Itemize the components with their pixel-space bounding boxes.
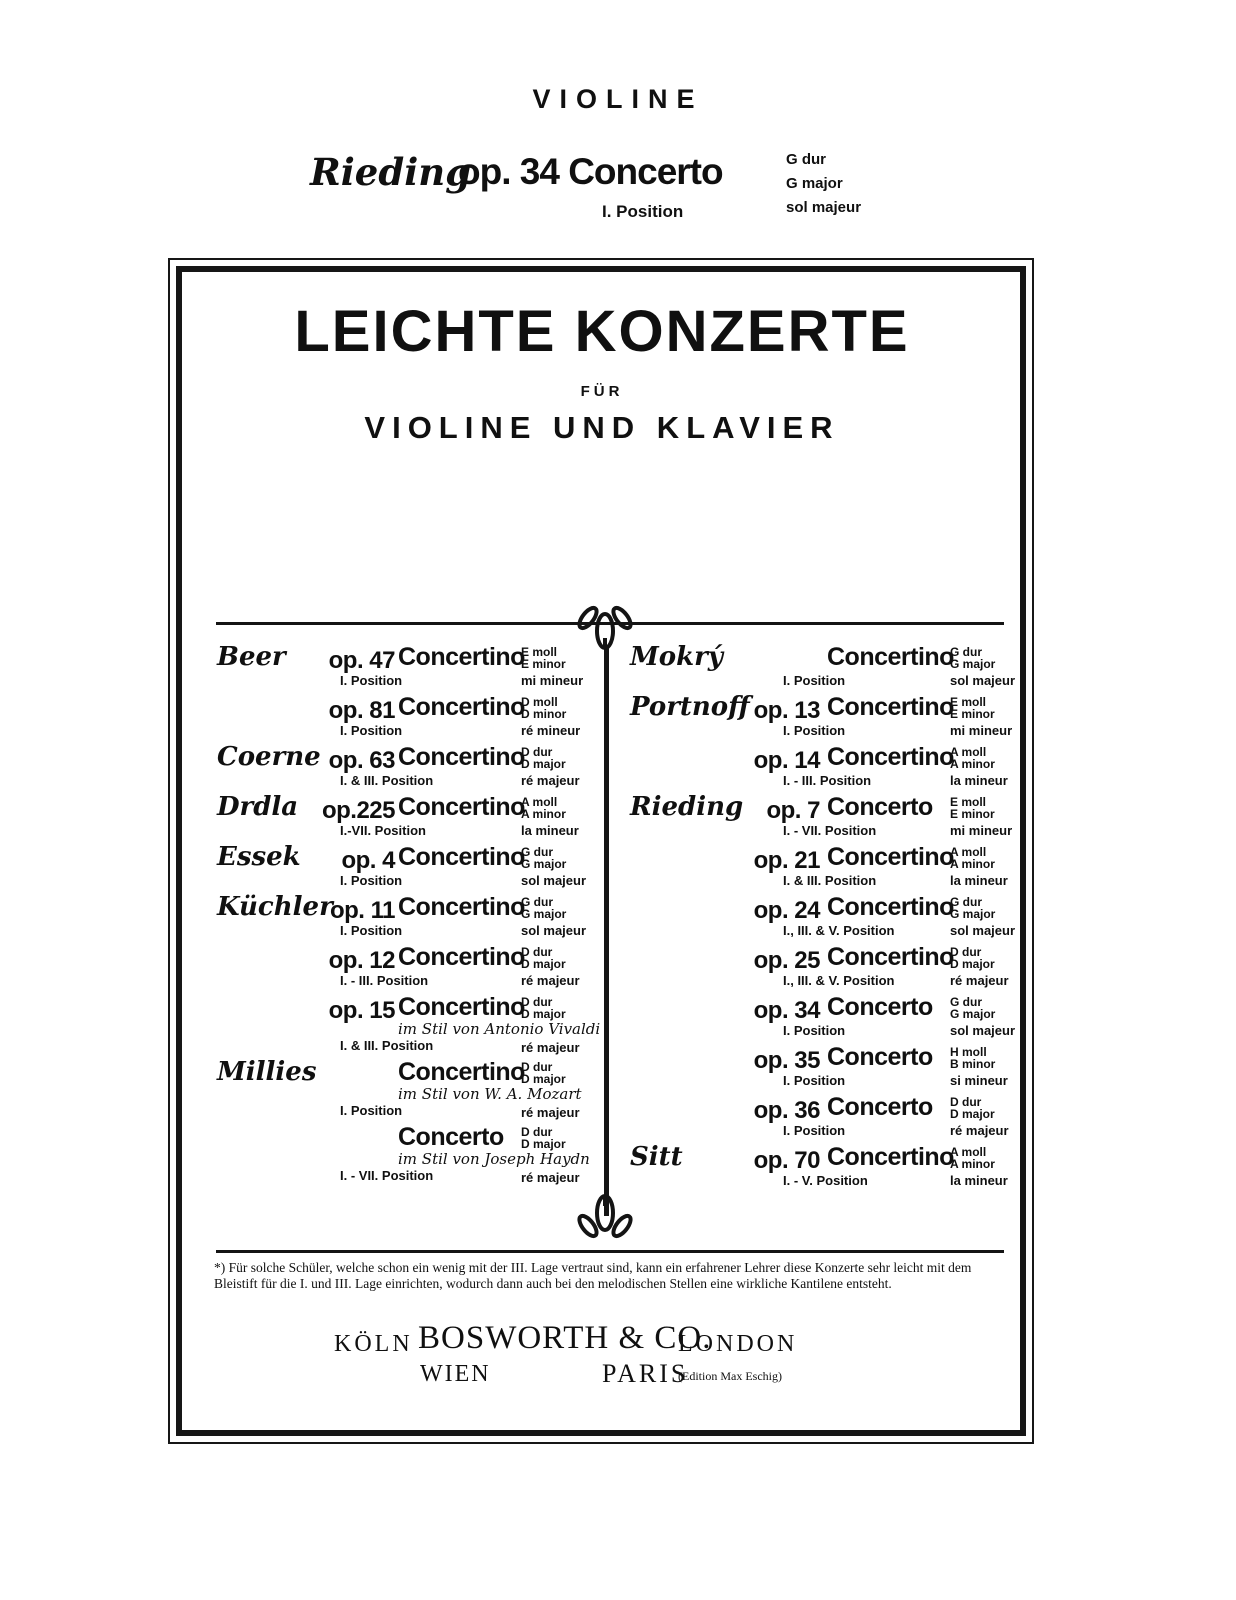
key-german: A moll (950, 845, 987, 859)
work-title-line (398, 943, 607, 973)
work-title: Concertino (398, 993, 525, 1021)
masthead-key-block (786, 148, 861, 220)
key-french: mi mineur (950, 823, 1013, 838)
key-english: D major (950, 957, 995, 971)
key-signature-stack (950, 746, 995, 770)
work-title: Concertino (827, 1143, 954, 1171)
key-french: sol majeur (521, 923, 587, 938)
key-english: D major (521, 757, 566, 771)
position-range: I. Position (783, 1023, 846, 1038)
composer-name: Essek (217, 842, 301, 872)
key-signature-stack (950, 1046, 995, 1070)
position-range: I. Position (340, 673, 403, 688)
catalog-entry (628, 693, 1014, 740)
catalog-column-left (215, 643, 607, 1188)
catalog-entry (628, 743, 1014, 790)
key-french: la mineur (521, 823, 579, 838)
catalog-entry (215, 1123, 607, 1185)
key-french: la mineur (950, 773, 1008, 788)
publisher-city-paris: PARIS (602, 1359, 689, 1388)
publisher-edition-note: (Edition Max Eschig) (678, 1369, 782, 1383)
bottom-divider-rule (216, 1250, 1004, 1253)
work-title: Concerto (827, 993, 933, 1021)
position-range: I. & III. Position (340, 1038, 434, 1053)
key-english: G major (521, 857, 567, 871)
work-title: Concertino (398, 743, 525, 771)
key-french: la mineur (950, 873, 1008, 888)
key-signature-stack (950, 996, 995, 1020)
key-english: D major (521, 1007, 566, 1021)
opus-label: op. 35 (753, 1047, 820, 1074)
work-title: Concertino (827, 943, 954, 971)
key-german: D dur (521, 1125, 553, 1139)
key-german: A moll (950, 745, 987, 759)
footnote: *) Für solche Schüler, welche schon ein wenig mit der III. Lage vertraut sind, kann ein erfahrener Lehrer diese Konzerte sehr leicht mit dem Bleistift für die I. und III. Lage einrichten, wodurch dann auch bei den melodischen Stellen eine wirkliche Kantilene entsteht. (214, 1260, 972, 1291)
opus-label: op.225 (321, 797, 395, 824)
key-french: ré majeur (521, 1040, 580, 1055)
opus-label: op. 13 (753, 697, 820, 724)
key-english: G major (950, 1007, 996, 1021)
work-title: Concertino (827, 843, 954, 871)
composer-name: Drdla (217, 792, 299, 822)
key-german: D dur (521, 945, 553, 959)
opus-label: op. 36 (753, 1097, 820, 1124)
work-title: Concertino (827, 693, 954, 721)
catalog-entry (628, 1143, 1014, 1190)
key-french: sol majeur (521, 873, 587, 888)
work-title: Concertino (827, 893, 954, 921)
opus-label: op. 7 (766, 797, 820, 824)
masthead-key-german: G dur (786, 151, 826, 168)
position-range: I. Position (340, 1103, 403, 1118)
position-range: I. - VII. Position (340, 1168, 434, 1183)
work-title: Concerto (827, 1043, 933, 1071)
publisher-city-london: LONDON (678, 1331, 798, 1357)
key-signature-stack (950, 796, 995, 820)
position-range: I. Position (783, 673, 846, 688)
work-title: Concertino (398, 843, 525, 871)
catalog-entry (215, 743, 607, 790)
key-english: G major (950, 657, 996, 671)
masthead-position: I. Position (602, 202, 684, 221)
catalog-entry (628, 1093, 1014, 1140)
key-english: E minor (950, 807, 995, 821)
masthead-composer: Rieding (310, 150, 472, 194)
key-french: sol majeur (950, 1023, 1016, 1038)
composer-name: Rieding (630, 792, 744, 822)
key-signature-stack (950, 846, 995, 870)
key-signature-stack (521, 946, 566, 970)
position-range: I.-VII. Position (340, 823, 426, 838)
key-english: D major (521, 957, 566, 971)
work-title-line (398, 793, 607, 823)
key-english: D major (521, 1072, 566, 1086)
opus-label: op. 14 (753, 747, 820, 774)
catalog-entry (628, 793, 1014, 840)
position-range: I. - III. Position (340, 973, 429, 988)
opus-label: op. 34 (753, 997, 820, 1024)
key-german: D dur (950, 945, 982, 959)
work-title: Concertino (398, 643, 525, 671)
key-german: A moll (521, 795, 558, 809)
opus-label: op. 21 (753, 847, 820, 874)
work-title: Concertino (398, 1058, 525, 1086)
work-title-line (398, 743, 607, 773)
composer-name: Küchler (217, 892, 333, 922)
work-title-line (398, 993, 607, 1023)
key-english: D major (950, 1107, 995, 1121)
opus-label: op. 12 (328, 947, 395, 974)
key-english: D major (521, 1137, 566, 1151)
key-french: sol majeur (950, 923, 1016, 938)
key-german: E moll (950, 695, 987, 709)
work-title: Concertino (398, 943, 525, 971)
opus-label: op. 15 (328, 997, 395, 1024)
catalog-entry (628, 643, 1014, 690)
key-english: B minor (950, 1057, 996, 1071)
flourish-ornament-icon (572, 594, 638, 650)
key-english: A minor (950, 1157, 995, 1171)
key-french: mi mineur (521, 673, 584, 688)
key-signature-stack (950, 946, 995, 970)
work-title: Concerto (827, 1093, 933, 1121)
composer-name: Mokrý (630, 642, 723, 672)
work-title: Concertino (827, 643, 954, 671)
opus-label: op. 47 (328, 647, 395, 674)
work-title: Concertino (398, 793, 525, 821)
key-signature-stack (521, 696, 566, 720)
series-subtitle-fuer: FÜR (580, 383, 624, 400)
opus-label: op. 70 (753, 1147, 820, 1174)
key-english: G major (950, 907, 996, 921)
key-german: G dur (950, 995, 982, 1009)
key-english: A minor (521, 807, 566, 821)
position-range: I. Position (340, 923, 403, 938)
series-title: LEICHTE KONZERTE (294, 299, 910, 364)
key-signature-stack (521, 996, 566, 1020)
publisher-name: BOSWORTH & CO. (418, 1320, 712, 1356)
work-title-line (398, 1123, 607, 1153)
style-note: im Stil von W. A. Mozart (398, 1085, 582, 1103)
key-french: ré majeur (950, 973, 1009, 988)
key-french: ré majeur (521, 1105, 580, 1120)
key-german: G dur (950, 895, 982, 909)
series-instrumentation: VIOLINE UND KLAVIER (364, 410, 840, 445)
composer-name: Portnoff (630, 692, 750, 722)
opus-label: op. 25 (753, 947, 820, 974)
composer-name: Millies (217, 1057, 317, 1087)
work-title: Concertino (827, 743, 954, 771)
catalog-entry (215, 643, 607, 690)
composer-name: Coerne (217, 742, 321, 772)
key-german: D dur (950, 1095, 982, 1109)
work-title: Concertino (398, 893, 525, 921)
key-signature-stack (521, 646, 566, 670)
key-signature-stack (521, 796, 566, 820)
key-german: E moll (950, 795, 987, 809)
position-range: I. - VII. Position (783, 823, 877, 838)
key-german: G dur (521, 895, 553, 909)
catalog-entry (628, 943, 1014, 990)
key-german: H moll (950, 1045, 987, 1059)
key-german: D moll (521, 695, 558, 709)
key-french: ré mineur (521, 723, 581, 738)
opus-label: op. 11 (329, 897, 395, 924)
position-range: I. Position (783, 723, 846, 738)
work-title-line (398, 693, 607, 723)
masthead-opus-title: op. 34 Concerto (458, 151, 723, 192)
opus-label: op. 81 (328, 697, 395, 724)
key-french: la mineur (950, 1173, 1008, 1188)
key-french: ré majeur (521, 973, 580, 988)
position-range: I. - III. Position (783, 773, 872, 788)
work-title-line (398, 1058, 607, 1088)
composer-name: Sitt (630, 1142, 683, 1172)
catalog-entry (215, 1058, 607, 1120)
position-range: I., III. & V. Position (783, 923, 895, 938)
work-title-line (398, 643, 607, 673)
key-english: E minor (950, 707, 995, 721)
key-german: G dur (950, 645, 982, 659)
position-range: I. Position (340, 723, 403, 738)
key-signature-stack (521, 896, 566, 920)
key-german: D dur (521, 1060, 553, 1074)
style-note: im Stil von Antonio Vivaldi (398, 1020, 601, 1038)
position-range: I. - V. Position (783, 1173, 868, 1188)
catalog-entry (628, 843, 1014, 890)
catalog-entry (215, 893, 607, 940)
catalog-entry (215, 693, 607, 740)
key-signature-stack (950, 1096, 995, 1120)
work-title-line (398, 843, 607, 873)
position-range: I. Position (340, 873, 403, 888)
key-french: ré majeur (521, 1170, 580, 1185)
work-title: Concerto (398, 1123, 504, 1151)
catalog-entry (215, 793, 607, 840)
key-english: D minor (521, 707, 567, 721)
key-french: ré majeur (521, 773, 580, 788)
key-signature-stack (950, 1146, 995, 1170)
key-german: D dur (521, 995, 553, 1009)
work-title: Concertino (398, 693, 525, 721)
key-german: D dur (521, 745, 553, 759)
opus-label: op. 24 (753, 897, 820, 924)
key-french: si mineur (950, 1073, 1008, 1088)
work-title-line (398, 893, 607, 923)
position-range: I. & III. Position (340, 773, 434, 788)
catalog-entry (628, 1043, 1014, 1090)
opus-label: op. 4 (341, 847, 395, 874)
work-title: Concerto (827, 793, 933, 821)
position-range: I. & III. Position (783, 873, 877, 888)
key-french: mi mineur (950, 723, 1013, 738)
catalog-column-right (628, 643, 1014, 1193)
catalog-entry (628, 893, 1014, 940)
key-french: ré majeur (950, 1123, 1009, 1138)
key-signature-stack (521, 1061, 566, 1085)
key-signature-stack (950, 696, 995, 720)
opus-label: op. 63 (328, 747, 395, 774)
key-signature-stack (950, 646, 995, 670)
position-range: I., III. & V. Position (783, 973, 895, 988)
key-english: E minor (521, 657, 566, 671)
position-range: I. Position (783, 1073, 846, 1088)
key-signature-stack (521, 1126, 566, 1150)
composer-name: Beer (217, 642, 286, 672)
key-signature-stack (521, 746, 566, 770)
key-french: sol majeur (950, 673, 1016, 688)
key-english: G major (521, 907, 567, 921)
key-signature-stack (521, 846, 566, 870)
publisher-city-koeln: KÖLN (334, 1331, 413, 1357)
flourish-ornament-icon (572, 1194, 638, 1250)
key-signature-stack (950, 896, 995, 920)
key-german: G dur (521, 845, 553, 859)
catalog-entry (628, 993, 1014, 1040)
catalog-entry (215, 993, 607, 1055)
instrument-header: VIOLINE (532, 84, 704, 114)
key-english: A minor (950, 857, 995, 871)
style-note: im Stil von Joseph Haydn (398, 1150, 590, 1168)
position-range: I. Position (783, 1123, 846, 1138)
key-english: A minor (950, 757, 995, 771)
masthead-key-english: G major (786, 175, 843, 192)
key-german: A moll (950, 1145, 987, 1159)
masthead-key-french: sol majeur (786, 199, 862, 216)
publisher-city-wien: WIEN (420, 1361, 491, 1387)
key-german: E moll (521, 645, 558, 659)
catalog-entry (215, 843, 607, 890)
catalog-entry (215, 943, 607, 990)
